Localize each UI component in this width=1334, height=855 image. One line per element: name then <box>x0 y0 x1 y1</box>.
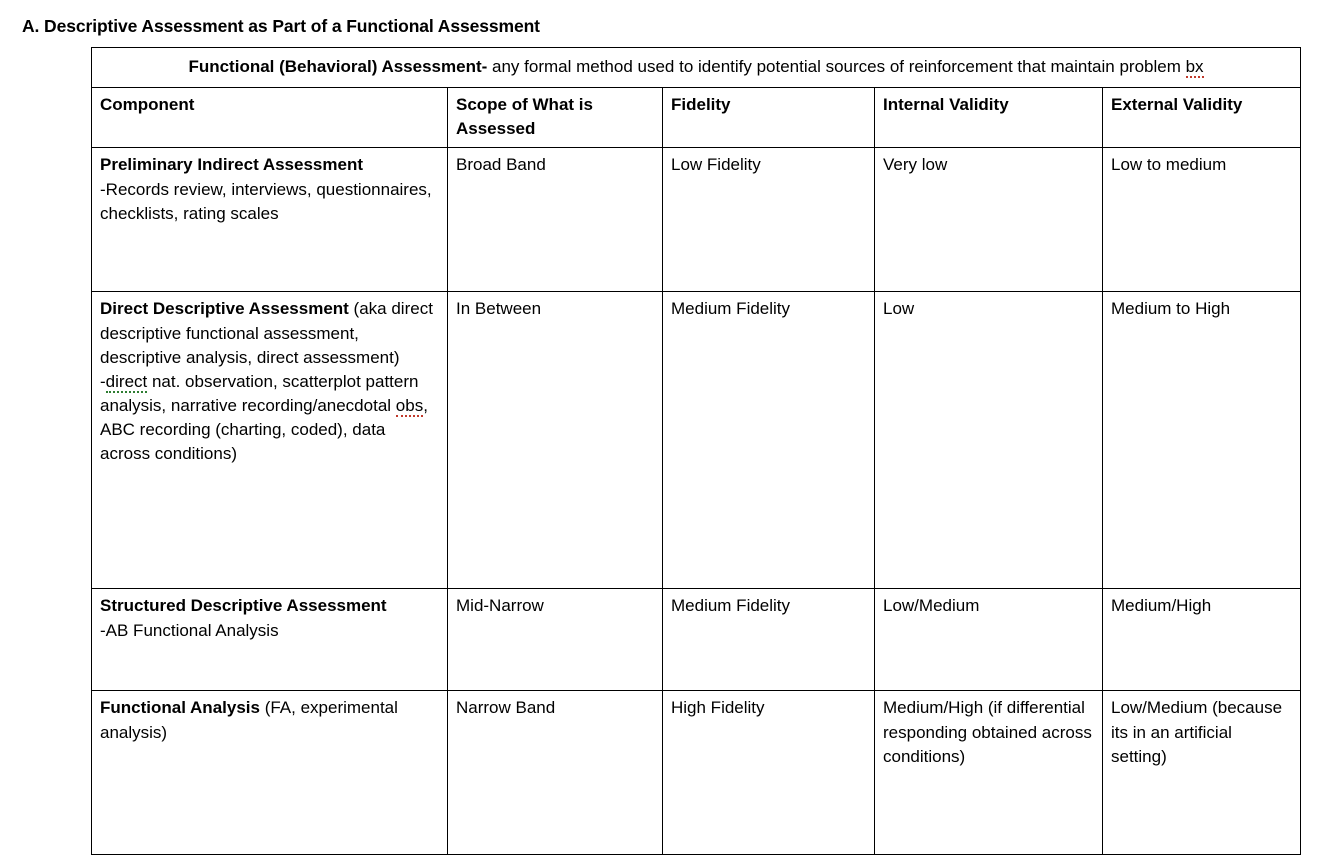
table-row <box>92 148 1301 292</box>
table-title-row <box>92 48 1301 88</box>
cell-scope: Narrow Band <box>448 691 663 855</box>
column-header-fidelity: Fidelity <box>663 88 875 148</box>
cell-internal-validity: Very low <box>875 148 1103 292</box>
cell-component <box>92 691 448 855</box>
cell-external-validity: Medium to High <box>1103 292 1301 589</box>
component-name: Functional Analysis <box>100 698 260 718</box>
table-row <box>92 292 1301 589</box>
column-header-scope: Scope of What is Assessed <box>448 88 663 148</box>
cell-external-validity: Low to medium <box>1103 148 1301 292</box>
component-detail-end: , ABC recording (charting, coded), data across conditions) <box>100 395 428 464</box>
cell-scope: Broad Band <box>448 148 663 292</box>
table-title-cell <box>92 48 1301 88</box>
column-header-internal-validity: Internal Validity <box>875 88 1103 148</box>
component-alias: (aka direct descriptive functional assessment, descriptive analysis, direct assessment) <box>100 299 433 367</box>
component-detail: -AB Functional Analysis <box>100 620 279 640</box>
table-row <box>92 691 1301 855</box>
cell-internal-validity: Low <box>875 292 1103 589</box>
cell-scope: In Between <box>448 292 663 589</box>
table-title-underlined: bx <box>1185 57 1204 76</box>
cell-component <box>92 148 448 292</box>
component-name: Structured Descriptive Assessment <box>100 596 387 616</box>
component-detail-prefix: - <box>100 371 106 391</box>
cell-scope: Mid-Narrow <box>448 589 663 691</box>
table-title-rest: any formal method used to identify potential sources of reinforcement that maintain problem <box>487 57 1186 76</box>
component-name: Direct Descriptive Assessment <box>100 299 349 319</box>
cell-component <box>92 589 448 691</box>
cell-fidelity: Medium Fidelity <box>663 589 875 691</box>
component-detail-underlined: direct <box>105 371 148 391</box>
cell-fidelity: Low Fidelity <box>663 148 875 292</box>
component-alias: (FA, experimental analysis) <box>100 698 398 742</box>
component-detail-underlined-2: obs <box>395 395 424 415</box>
cell-fidelity: High Fidelity <box>663 691 875 855</box>
component-name: Preliminary Indirect Assessment <box>100 155 363 175</box>
page-title: A. Descriptive Assessment as Part of a Functional Assessment <box>22 16 540 36</box>
column-header-external-validity: External Validity <box>1103 88 1301 148</box>
cell-fidelity: Medium Fidelity <box>663 292 875 589</box>
cell-external-validity: Low/Medium (because its in an artificial setting) <box>1103 691 1301 855</box>
table-row <box>92 589 1301 691</box>
component-detail-mid: nat. observation, scatterplot pattern analysis, narrative recording/anecdotal <box>100 371 419 415</box>
component-detail: -Records review, interviews, questionnaires, checklists, rating scales <box>100 179 432 223</box>
cell-external-validity: Medium/High <box>1103 589 1301 691</box>
cell-internal-validity: Medium/High (if differential responding obtained across conditions) <box>875 691 1103 855</box>
table-header-row <box>92 88 1301 148</box>
table-title-lead: Functional (Behavioral) Assessment- <box>188 57 488 76</box>
assessment-table <box>91 47 1301 855</box>
cell-internal-validity: Low/Medium <box>875 589 1103 691</box>
cell-component <box>92 292 448 589</box>
column-header-component: Component <box>92 88 448 148</box>
